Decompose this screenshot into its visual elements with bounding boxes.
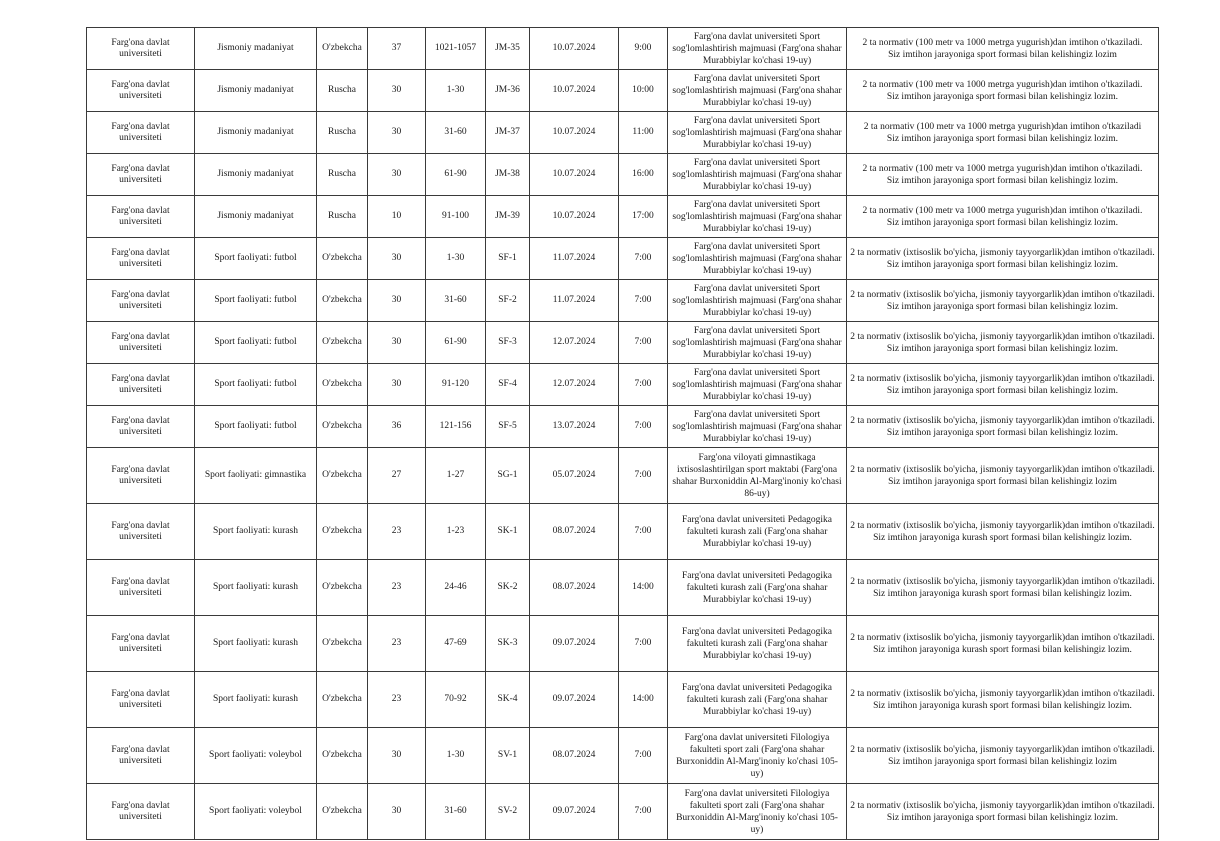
cell-exam-time: 7:00 [619, 504, 668, 560]
cell-exam-requirements [847, 238, 1159, 280]
cell-exam-location: Farg'ona davlat universiteti Filologiya fakulteti sport zali (Farg'ona shahar Burxoniddin Al-Marg'inoniy ko'chasi 105-uy) [668, 784, 847, 840]
cell-exam-requirements [847, 112, 1159, 154]
requirement-normative: 2 ta normativ (ixtisoslik bo'yicha, jismoniy tayyorgarlik)dan imtihon o'tkaziladi. [850, 688, 1155, 699]
cell-language: O'zbekcha [317, 364, 368, 406]
cell-language: O'zbekcha [317, 322, 368, 364]
cell-subject: Sport faoliyati: kurash [195, 560, 317, 616]
cell-university: Farg'ona davlat universiteti [87, 154, 195, 196]
cell-exam-location: Farg'ona davlat universiteti Pedagogika fakulteti kurash zali (Farg'ona shahar Murabbiylar ko'chasi 19-uy) [668, 616, 847, 672]
cell-exam-requirements [847, 280, 1159, 322]
cell-student-range: 70-92 [426, 672, 486, 728]
table-row [87, 448, 1159, 504]
cell-university: Farg'ona davlat universiteti [87, 322, 195, 364]
cell-student-range: 31-60 [426, 280, 486, 322]
schedule-rows [87, 28, 1159, 840]
cell-subject: Sport faoliyati: voleybol [195, 728, 317, 784]
cell-exam-date: 08.07.2024 [530, 728, 619, 784]
cell-university: Farg'ona davlat universiteti [87, 112, 195, 154]
cell-exam-date: 10.07.2024 [530, 28, 619, 70]
cell-subject: Jismoniy madaniyat [195, 154, 317, 196]
cell-language: O'zbekcha [317, 728, 368, 784]
cell-student-range: 91-100 [426, 196, 486, 238]
cell-language: O'zbekcha [317, 28, 368, 70]
cell-exam-date: 10.07.2024 [530, 112, 619, 154]
cell-university: Farg'ona davlat universiteti [87, 616, 195, 672]
cell-student-range: 31-60 [426, 784, 486, 840]
cell-exam-date: 09.07.2024 [530, 784, 619, 840]
cell-group-code: SK-1 [486, 504, 530, 560]
cell-subject: Jismoniy madaniyat [195, 196, 317, 238]
cell-exam-requirements [847, 504, 1159, 560]
cell-group-code: SK-3 [486, 616, 530, 672]
cell-group-code: JM-36 [486, 70, 530, 112]
cell-language: O'zbekcha [317, 406, 368, 448]
cell-exam-location: Farg'ona davlat universiteti Sport sog'lomlashtirish majmuasi (Farg'ona shahar Murabbiylar ko'chasi 19-uy) [668, 154, 847, 196]
cell-exam-date: 10.07.2024 [530, 154, 619, 196]
cell-subject: Jismoniy madaniyat [195, 70, 317, 112]
cell-exam-time: 7:00 [619, 784, 668, 840]
cell-university: Farg'ona davlat universiteti [87, 364, 195, 406]
cell-student-range: 91-120 [426, 364, 486, 406]
cell-student-range: 1-30 [426, 70, 486, 112]
cell-exam-date: 10.07.2024 [530, 70, 619, 112]
cell-exam-location: Farg'ona davlat universiteti Sport sog'lomlashtirish majmuasi (Farg'ona shahar Murabbiylar ko'chasi 19-uy) [668, 406, 847, 448]
cell-exam-location: Farg'ona davlat universiteti Pedagogika fakulteti kurash zali (Farg'ona shahar Murabbiylar ko'chasi 19-uy) [668, 504, 847, 560]
cell-subject: Sport faoliyati: gimnastika [195, 448, 317, 504]
cell-exam-time: 10:00 [619, 70, 668, 112]
cell-exam-date: 08.07.2024 [530, 504, 619, 560]
cell-student-range: 47-69 [426, 616, 486, 672]
cell-university: Farg'ona davlat universiteti [87, 784, 195, 840]
cell-exam-time: 17:00 [619, 196, 668, 238]
cell-exam-time: 16:00 [619, 154, 668, 196]
cell-student-count: 30 [368, 728, 426, 784]
cell-language: O'zbekcha [317, 560, 368, 616]
cell-student-count: 30 [368, 154, 426, 196]
requirement-uniform: Siz imtihon jarayoniga sport formasi bilan kelishingiz lozim. [886, 427, 1119, 438]
cell-student-count: 23 [368, 616, 426, 672]
cell-exam-time: 7:00 [619, 406, 668, 448]
cell-language: O'zbekcha [317, 784, 368, 840]
cell-exam-time: 7:00 [619, 448, 668, 504]
cell-student-range: 1-23 [426, 504, 486, 560]
cell-language: Ruscha [317, 196, 368, 238]
cell-exam-requirements [847, 448, 1159, 504]
table-row [87, 728, 1159, 784]
cell-subject: Sport faoliyati: futbol [195, 406, 317, 448]
cell-exam-requirements [847, 28, 1159, 70]
cell-language: O'zbekcha [317, 504, 368, 560]
cell-student-count: 23 [368, 672, 426, 728]
cell-exam-date: 11.07.2024 [530, 280, 619, 322]
cell-group-code: JM-39 [486, 196, 530, 238]
requirement-normative: 2 ta normativ (100 metr va 1000 metrga yugurish)dan imtihon o'tkaziladi [863, 121, 1142, 132]
cell-group-code: SF-3 [486, 322, 530, 364]
cell-exam-date: 13.07.2024 [530, 406, 619, 448]
cell-exam-time: 7:00 [619, 238, 668, 280]
cell-student-range: 1-30 [426, 728, 486, 784]
requirement-uniform: Siz imtihon jarayoniga sport formasi bilan kelishingiz lozim. [886, 301, 1119, 312]
cell-group-code: JM-35 [486, 28, 530, 70]
table-row [87, 322, 1159, 364]
cell-subject: Jismoniy madaniyat [195, 28, 317, 70]
table-row [87, 280, 1159, 322]
table-row [87, 672, 1159, 728]
cell-exam-time: 9:00 [619, 28, 668, 70]
cell-group-code: SF-1 [486, 238, 530, 280]
cell-exam-requirements [847, 196, 1159, 238]
requirement-uniform: Siz imtihon jarayoniga kurash sport formasi bilan kelishingiz lozim. [873, 700, 1132, 711]
cell-student-range: 61-90 [426, 322, 486, 364]
cell-university: Farg'ona davlat universiteti [87, 560, 195, 616]
cell-exam-date: 12.07.2024 [530, 364, 619, 406]
cell-group-code: SF-2 [486, 280, 530, 322]
requirement-normative: 2 ta normativ (ixtisoslik bo'yicha, jismoniy tayyorgarlik)dan imtihon o'tkaziladi. [850, 415, 1155, 426]
cell-university: Farg'ona davlat universiteti [87, 280, 195, 322]
cell-exam-time: 7:00 [619, 728, 668, 784]
cell-exam-date: 11.07.2024 [530, 238, 619, 280]
cell-subject: Sport faoliyati: futbol [195, 364, 317, 406]
cell-language: O'zbekcha [317, 448, 368, 504]
requirement-normative: 2 ta normativ (ixtisoslik bo'yicha, jismoniy tayyorgarlik)dan imtihon o'tkaziladi. [850, 632, 1155, 643]
cell-subject: Sport faoliyati: futbol [195, 322, 317, 364]
table-row [87, 406, 1159, 448]
cell-group-code: SK-2 [486, 560, 530, 616]
cell-exam-time: 7:00 [619, 616, 668, 672]
cell-group-code: SF-4 [486, 364, 530, 406]
cell-language: O'zbekcha [317, 616, 368, 672]
cell-exam-location: Farg'ona davlat universiteti Sport sog'lomlashtirish majmuasi (Farg'ona shahar Murabbiylar ko'chasi 19-uy) [668, 238, 847, 280]
cell-exam-time: 11:00 [619, 112, 668, 154]
table-row [87, 238, 1159, 280]
cell-student-count: 30 [368, 70, 426, 112]
requirement-normative: 2 ta normativ (100 metr va 1000 metrga yugurish)dan imtihon o'tkaziladi. [862, 79, 1143, 90]
cell-exam-date: 09.07.2024 [530, 616, 619, 672]
cell-language: O'zbekcha [317, 280, 368, 322]
cell-group-code: SG-1 [486, 448, 530, 504]
cell-student-count: 37 [368, 28, 426, 70]
cell-student-count: 30 [368, 784, 426, 840]
cell-exam-date: 10.07.2024 [530, 196, 619, 238]
cell-exam-location: Farg'ona davlat universiteti Sport sog'lomlashtirish majmuasi (Farg'ona shahar Murabbiylar ko'chasi 19-uy) [668, 70, 847, 112]
exam-schedule-page [86, 27, 1158, 840]
table-row [87, 112, 1159, 154]
cell-subject: Sport faoliyati: kurash [195, 616, 317, 672]
cell-university: Farg'ona davlat universiteti [87, 448, 195, 504]
cell-exam-requirements [847, 784, 1159, 840]
cell-group-code: SV-1 [486, 728, 530, 784]
cell-exam-location: Farg'ona davlat universiteti Sport sog'lomlashtirish majmuasi (Farg'ona shahar Murabbiylar ko'chasi 19-uy) [668, 322, 847, 364]
cell-exam-location: Farg'ona davlat universiteti Sport sog'lomlashtirish majmuasi (Farg'ona shahar Murabbiylar ko'chasi 19-uy) [668, 364, 847, 406]
cell-exam-time: 7:00 [619, 280, 668, 322]
requirement-normative: 2 ta normativ (ixtisoslik bo'yicha, jismoniy tayyorgarlik)dan imtihon o'tkaziladi. [850, 520, 1155, 531]
cell-exam-requirements [847, 560, 1159, 616]
table-row [87, 784, 1159, 840]
cell-exam-requirements [847, 406, 1159, 448]
cell-exam-location: Farg'ona davlat universiteti Pedagogika fakulteti kurash zali (Farg'ona shahar Murabbiylar ko'chasi 19-uy) [668, 672, 847, 728]
cell-exam-location: Farg'ona viloyati gimnastikaga ixtisoslashtirilgan sport maktabi (Farg'ona shahar Burxoniddin Al-Marg'inoniy ko'chasi 86-uy) [668, 448, 847, 504]
requirement-normative: 2 ta normativ (ixtisoslik bo'yicha, jismoniy tayyorgarlik)dan imtihon o'tkaziladi. [850, 247, 1155, 258]
cell-exam-location: Farg'ona davlat universiteti Filologiya fakulteti sport zali (Farg'ona shahar Burxoniddin Al-Marg'inoniy ko'chasi 105-uy) [668, 728, 847, 784]
cell-exam-location: Farg'ona davlat universiteti Sport sog'lomlashtirish majmuasi (Farg'ona shahar Murabbiylar ko'chasi 19-uy) [668, 112, 847, 154]
cell-student-range: 61-90 [426, 154, 486, 196]
cell-group-code: SF-5 [486, 406, 530, 448]
table-row [87, 70, 1159, 112]
cell-exam-requirements [847, 70, 1159, 112]
requirement-uniform: Siz imtihon jarayoniga sport formasi bilan kelishingiz lozim [888, 756, 1117, 767]
requirement-uniform: Siz imtihon jarayoniga sport formasi bilan kelishingiz lozim. [886, 91, 1119, 102]
table-row [87, 560, 1159, 616]
requirement-uniform: Siz imtihon jarayoniga sport formasi bilan kelishingiz lozim. [886, 385, 1119, 396]
table-row [87, 28, 1159, 70]
cell-exam-requirements [847, 672, 1159, 728]
cell-exam-time: 7:00 [619, 364, 668, 406]
cell-group-code: SK-4 [486, 672, 530, 728]
cell-subject: Jismoniy madaniyat [195, 112, 317, 154]
requirement-uniform: Siz imtihon jarayoniga kurash sport formasi bilan kelishingiz lozim. [873, 588, 1132, 599]
requirement-uniform: Siz imtihon jarayoniga sport formasi bilan kelishingiz lozim [888, 49, 1117, 60]
requirement-normative: 2 ta normativ (ixtisoslik bo'yicha, jismoniy tayyorgarlik)dan imtihon o'tkaziladi. [850, 576, 1155, 587]
requirement-normative: 2 ta normativ (ixtisoslik bo'yicha, jismoniy tayyorgarlik)dan imtihon o'tkaziladi. [850, 744, 1155, 755]
cell-exam-location: Farg'ona davlat universiteti Sport sog'lomlashtirish majmuasi (Farg'ona shahar Murabbiylar ko'chasi 19-uy) [668, 280, 847, 322]
requirement-uniform: Siz imtihon jarayoniga sport formasi bilan kelishingiz lozim. [886, 812, 1119, 823]
table-row [87, 154, 1159, 196]
cell-exam-location: Farg'ona davlat universiteti Sport sog'lomlashtirish majmuasi (Farg'ona shahar Murabbiylar ko'chasi 19-uy) [668, 28, 847, 70]
cell-exam-location: Farg'ona davlat universiteti Sport sog'lomlashtirish majmuasi (Farg'ona shahar Murabbiylar ko'chasi 19-uy) [668, 196, 847, 238]
requirement-uniform: Siz imtihon jarayoniga sport formasi bilan kelishingiz lozim. [886, 259, 1119, 270]
requirement-normative: 2 ta normativ (ixtisoslik bo'yicha, jismoniy tayyorgarlik)dan imtihon o'tkaziladi. [850, 373, 1155, 384]
cell-student-count: 10 [368, 196, 426, 238]
requirement-normative: 2 ta normativ (100 metr va 1000 metrga yugurish)dan imtihon o'tkaziladi. [862, 37, 1143, 48]
cell-student-range: 1-27 [426, 448, 486, 504]
cell-subject: Sport faoliyati: kurash [195, 672, 317, 728]
cell-university: Farg'ona davlat universiteti [87, 406, 195, 448]
cell-student-count: 30 [368, 364, 426, 406]
cell-exam-time: 14:00 [619, 672, 668, 728]
requirement-uniform: Siz imtihon jarayoniga sport formasi bilan kelishingiz lozim. [886, 343, 1119, 354]
requirement-uniform: Siz imtihon jarayoniga sport formasi bilan kelishingiz lozim [888, 476, 1117, 487]
cell-student-range: 24-46 [426, 560, 486, 616]
cell-university: Farg'ona davlat universiteti [87, 672, 195, 728]
table-row [87, 364, 1159, 406]
cell-university: Farg'ona davlat universiteti [87, 504, 195, 560]
cell-university: Farg'ona davlat universiteti [87, 196, 195, 238]
cell-university: Farg'ona davlat universiteti [87, 238, 195, 280]
cell-language: Ruscha [317, 70, 368, 112]
requirement-uniform: Siz imtihon jarayoniga sport formasi bilan kelishingiz lozim. [886, 217, 1119, 228]
cell-exam-requirements [847, 616, 1159, 672]
cell-group-code: JM-38 [486, 154, 530, 196]
cell-exam-time: 14:00 [619, 560, 668, 616]
cell-exam-requirements [847, 154, 1159, 196]
cell-exam-date: 12.07.2024 [530, 322, 619, 364]
cell-exam-date: 08.07.2024 [530, 560, 619, 616]
cell-exam-requirements [847, 364, 1159, 406]
requirement-normative: 2 ta normativ (ixtisoslik bo'yicha, jismoniy tayyorgarlik)dan imtihon o'tkaziladi. [850, 800, 1155, 811]
cell-student-range: 1021-1057 [426, 28, 486, 70]
table-row [87, 196, 1159, 238]
cell-exam-date: 09.07.2024 [530, 672, 619, 728]
cell-university: Farg'ona davlat universiteti [87, 728, 195, 784]
requirement-uniform: Siz imtihon jarayoniga sport formasi bilan kelishingiz lozim. [886, 175, 1119, 186]
cell-university: Farg'ona davlat universiteti [87, 70, 195, 112]
requirement-normative: 2 ta normativ (ixtisoslik bo'yicha, jismoniy tayyorgarlik)dan imtihon o'tkaziladi. [850, 289, 1155, 300]
cell-university: Farg'ona davlat universiteti [87, 28, 195, 70]
cell-group-code: JM-37 [486, 112, 530, 154]
cell-student-count: 27 [368, 448, 426, 504]
cell-student-range: 1-30 [426, 238, 486, 280]
cell-student-count: 30 [368, 112, 426, 154]
cell-group-code: SV-2 [486, 784, 530, 840]
requirement-uniform: Siz imtihon jarayoniga kurash sport formasi bilan kelishingiz lozim. [873, 532, 1132, 543]
requirement-normative: 2 ta normativ (ixtisoslik bo'yicha, jismoniy tayyorgarlik)dan imtihon o'tkaziladi. [850, 331, 1155, 342]
cell-exam-requirements [847, 728, 1159, 784]
cell-exam-requirements [847, 322, 1159, 364]
cell-student-count: 23 [368, 560, 426, 616]
cell-student-count: 36 [368, 406, 426, 448]
cell-subject: Sport faoliyati: voleybol [195, 784, 317, 840]
cell-student-count: 30 [368, 238, 426, 280]
requirement-normative: 2 ta normativ (100 metr va 1000 metrga yugurish)dan imtihon o'tkaziladi. [862, 205, 1143, 216]
cell-language: Ruscha [317, 154, 368, 196]
cell-student-count: 30 [368, 322, 426, 364]
cell-exam-time: 7:00 [619, 322, 668, 364]
cell-language: Ruscha [317, 112, 368, 154]
cell-exam-date: 05.07.2024 [530, 448, 619, 504]
cell-student-count: 23 [368, 504, 426, 560]
cell-language: O'zbekcha [317, 238, 368, 280]
requirement-normative: 2 ta normativ (ixtisoslik bo'yicha, jismoniy tayyorgarlik)dan imtihon o'tkaziladi. [850, 464, 1155, 475]
cell-student-range: 121-156 [426, 406, 486, 448]
cell-subject: Sport faoliyati: futbol [195, 280, 317, 322]
cell-student-range: 31-60 [426, 112, 486, 154]
requirement-uniform: Siz imtihon jarayoniga sport formasi bilan kelishingiz lozim. [886, 133, 1119, 144]
cell-subject: Sport faoliyati: futbol [195, 238, 317, 280]
table-row [87, 504, 1159, 560]
cell-subject: Sport faoliyati: kurash [195, 504, 317, 560]
requirement-normative: 2 ta normativ (100 metr va 1000 metrga yugurish)dan imtihon o'tkaziladi. [862, 163, 1143, 174]
table-row [87, 616, 1159, 672]
cell-student-count: 30 [368, 280, 426, 322]
cell-exam-location: Farg'ona davlat universiteti Pedagogika fakulteti kurash zali (Farg'ona shahar Murabbiylar ko'chasi 19-uy) [668, 560, 847, 616]
exam-schedule-table [86, 27, 1159, 840]
requirement-uniform: Siz imtihon jarayoniga kurash sport formasi bilan kelishingiz lozim. [873, 644, 1132, 655]
cell-language: O'zbekcha [317, 672, 368, 728]
